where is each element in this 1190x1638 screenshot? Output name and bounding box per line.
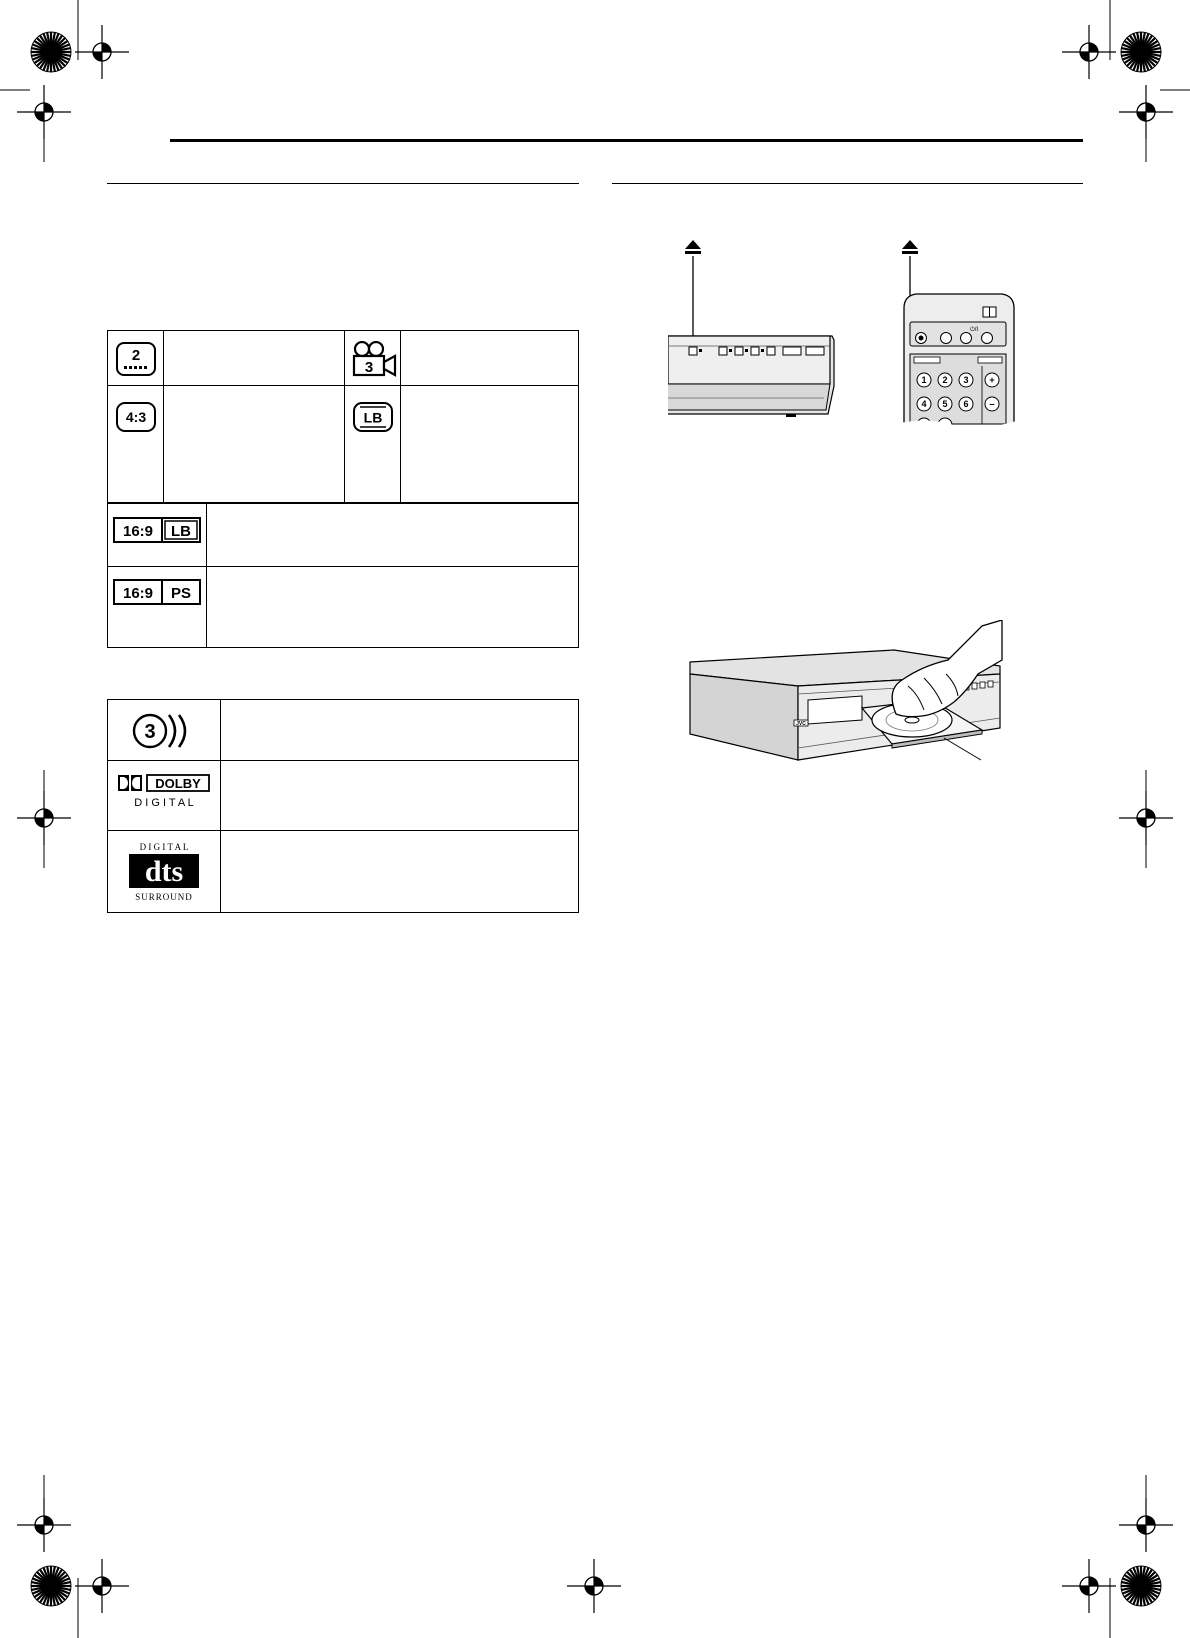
format-icons-table [107,330,579,504]
remote-eject-symbol-icon [902,240,918,254]
table-row [108,831,579,913]
audio-language-icon [131,711,197,751]
dts-top-word: D I G I T A L [139,842,189,852]
dolby-word: DOLBY [155,776,201,791]
letterbox-icon [353,402,393,432]
remote-key: 6 [963,399,969,409]
table-row [108,700,579,761]
wide-ps-ratio: 16:9 [122,585,154,602]
remote-control-illustration [890,238,1020,428]
aspect-43-label: 4:3 [125,409,146,425]
dts-word: dts [144,855,184,888]
front-panel-illustration [668,238,848,424]
audio-number: 3 [144,721,156,743]
remote-key: – [989,399,995,409]
camera-angle-icon [349,341,397,377]
subtitle-icon [116,342,156,376]
remote-key: + [989,375,995,385]
dts-surround-logo [123,841,205,903]
wide-icons-table [107,502,579,648]
right-section-rule [612,183,1083,184]
remote-key: 5 [942,399,948,409]
wide-ps-label: PS [170,585,192,602]
remote-power-label: ⏻/I [969,327,979,333]
aspect-4-3-icon [116,402,156,432]
letterbox-label: LB [363,409,382,426]
table-row [108,567,579,648]
left-section-rule [107,183,579,184]
brand-label: JVC [796,721,806,727]
remote-key: 2 [942,375,948,385]
remote-key: 3 [963,375,969,385]
dts-bottom-word: SURROUND [135,892,193,902]
audio-icons-table [107,699,579,913]
remote-key: 4 [921,399,927,409]
dolby-digital-logo [116,773,212,809]
table-row [108,761,579,831]
wide-lb-label: LB [171,523,191,540]
table-row [108,503,579,567]
page-header-rule [170,139,1083,142]
angle-number: 3 [364,359,373,376]
table-row [108,386,579,504]
disc-loading-illustration [686,620,1006,770]
remote-key: 1 [921,375,927,385]
table-row [108,331,579,386]
eject-symbol-icon [685,240,701,254]
widescreen-ps-icon [113,579,201,605]
wide-lb-ratio: 16:9 [122,523,154,540]
subtitle-number: 2 [131,347,140,364]
dolby-digital-word: D I G I T A L [134,797,194,809]
widescreen-lb-icon [113,517,201,543]
